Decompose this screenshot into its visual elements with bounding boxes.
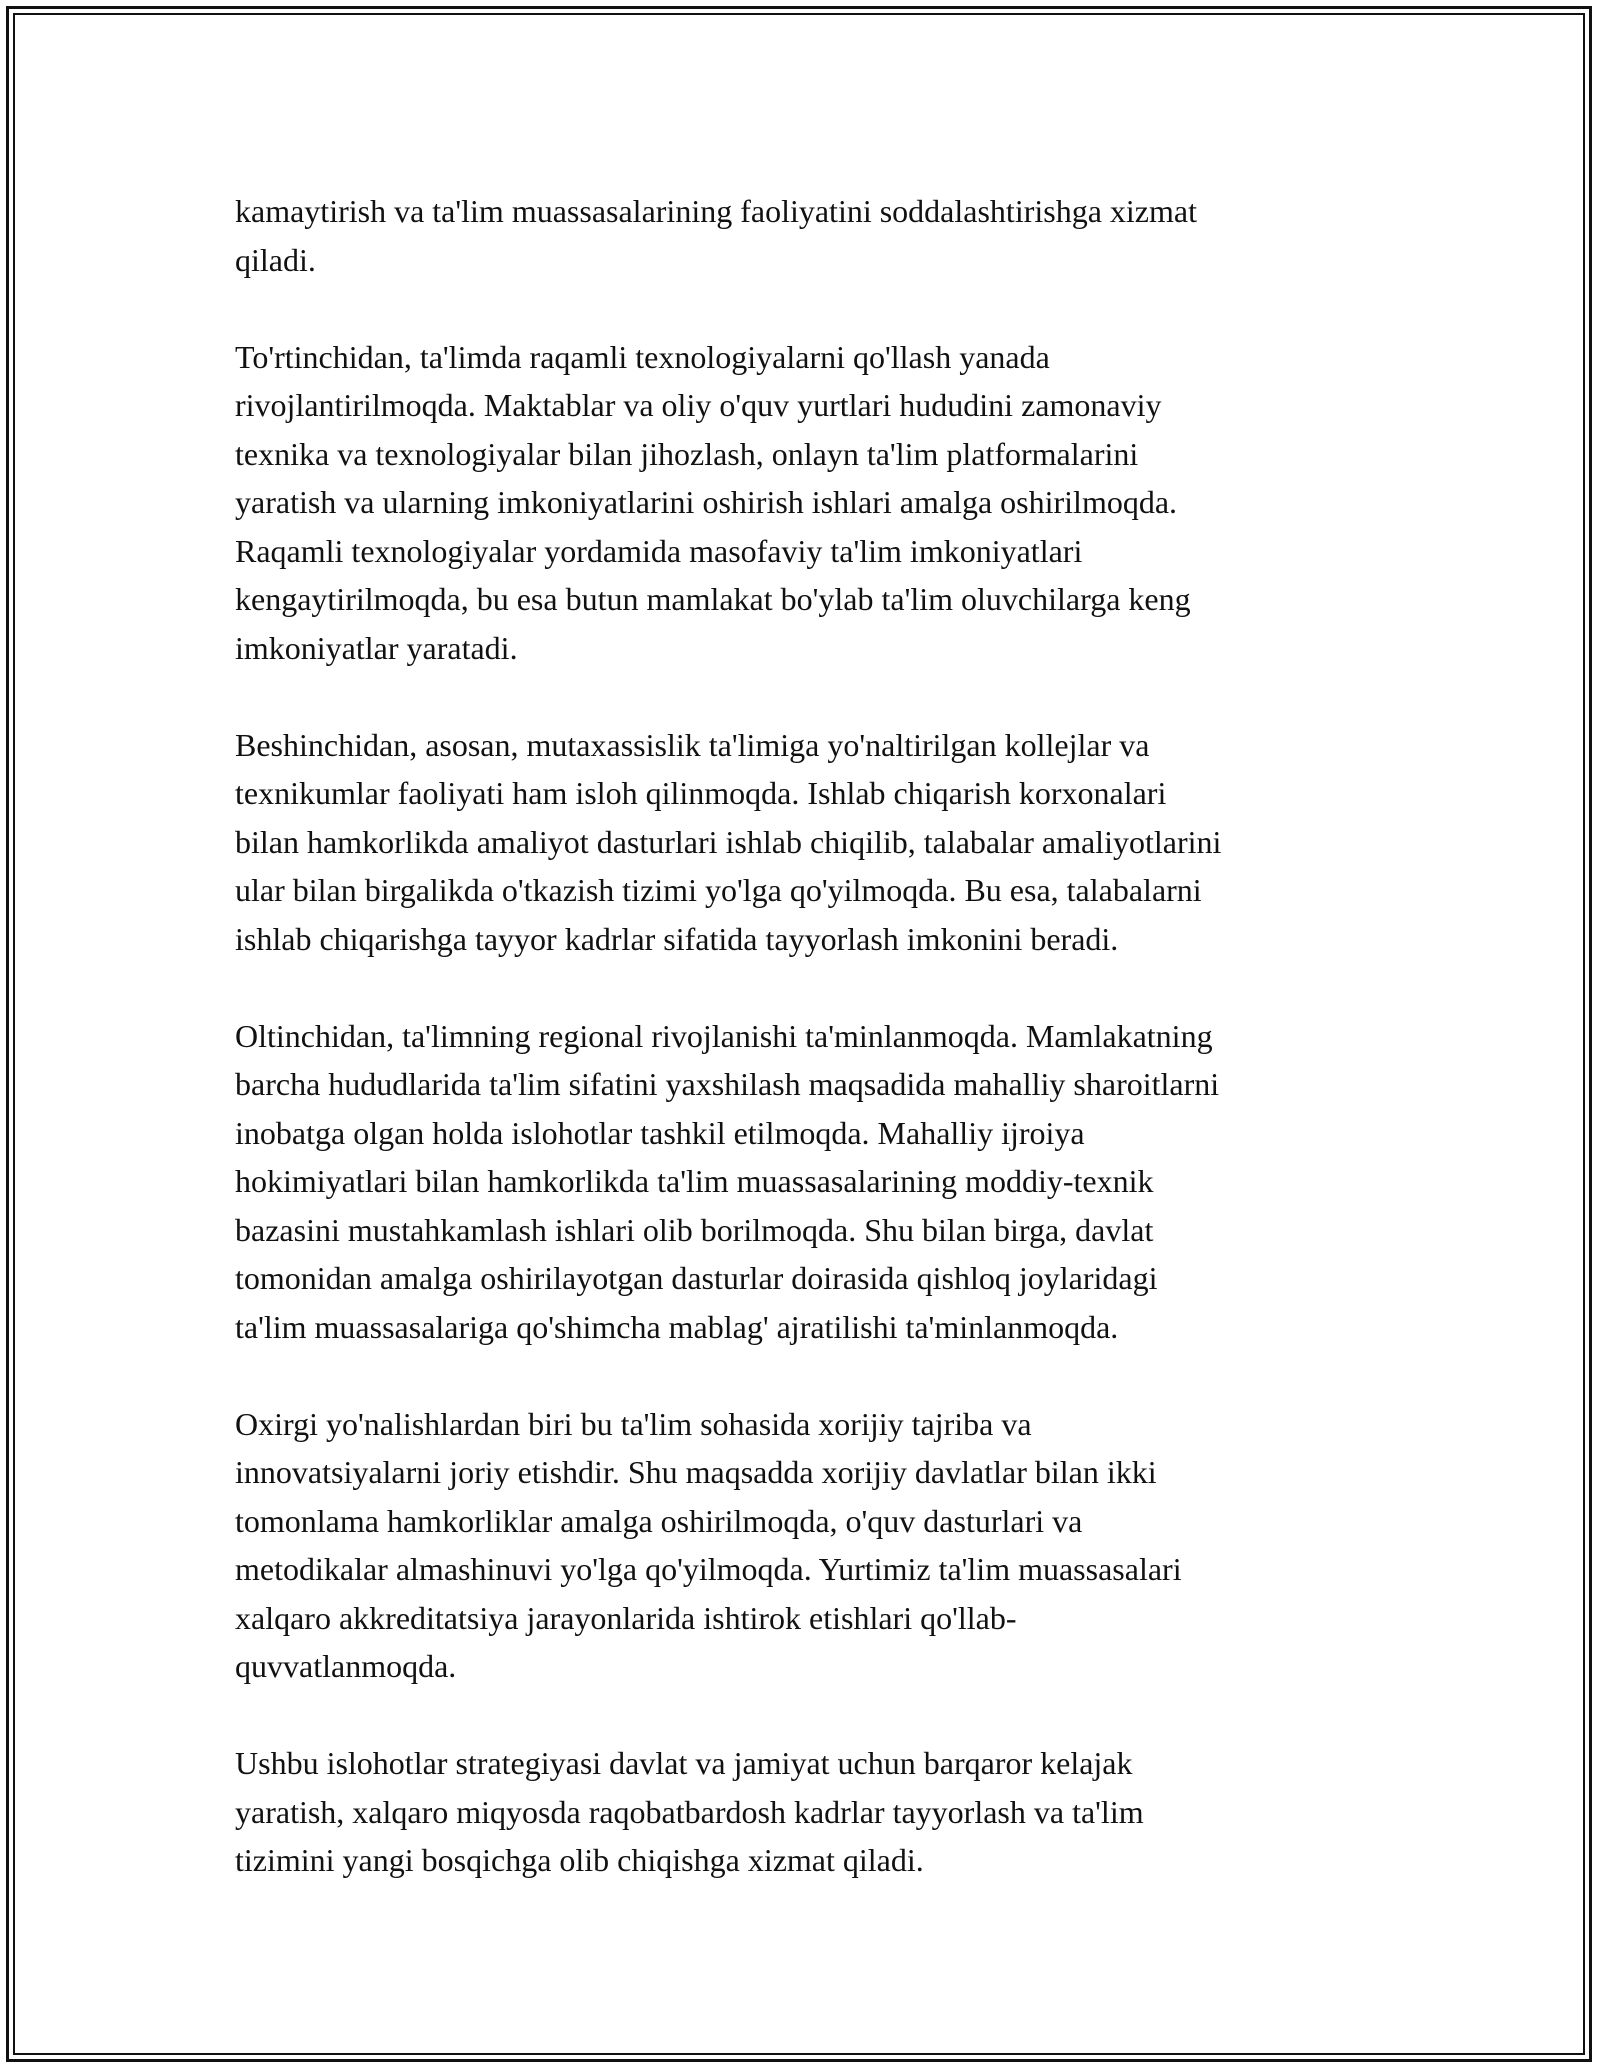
paragraph bbox=[235, 187, 1375, 284]
text-line: xalqaro akkreditatsiya jarayonlarida ishtirok etishlari qo'llab- bbox=[235, 1599, 1017, 1636]
paragraph bbox=[235, 721, 1375, 964]
document-body bbox=[235, 187, 1375, 1885]
text-line: quvvatlanmoqda. bbox=[235, 1648, 457, 1684]
paragraph bbox=[235, 1400, 1375, 1691]
text-line: imkoniyatlar yaratadi. bbox=[235, 629, 518, 666]
text-line: tomonidan amalga oshirilayotgan dasturlar doirasida qishloq joylaridagi bbox=[235, 1260, 1158, 1296]
text-line: texnika va texnologiyalar bilan jihozlash, onlayn ta'lim platformalarini bbox=[235, 435, 1139, 472]
text-line: yaratish, xalqaro miqyosda raqobatbardosh kadrlar tayyorlash va ta'lim bbox=[235, 1793, 1144, 1830]
text-line: innovatsiyalarni joriy etishdir. Shu maqsadda xorijiy davlatlar bilan ikki bbox=[235, 1454, 1157, 1490]
text-line: Ushbu islohotlar strategiyasi davlat va jamiyat uchun barqaror kelajak bbox=[235, 1745, 1133, 1781]
text-line: kamaytirish va ta'lim muassasalarining faoliyatini soddalashtirishga xizmat bbox=[235, 193, 1197, 229]
text-line: kengaytirilmoqda, bu esa butun mamlakat bo'ylab ta'lim oluvchilarga keng bbox=[235, 581, 1191, 617]
text-line: ishlab chiqarishga tayyor kadrlar sifatida tayyorlash imkonini beradi. bbox=[235, 920, 1119, 957]
text-line: Oxirgi yo'nalishlardan biri bu ta'lim sohasida xorijiy tajriba va bbox=[235, 1405, 1032, 1442]
text-line: bilan hamkorlikda amaliyot dasturlari ishlab chiqilib, talabalar amaliyotlarini bbox=[235, 823, 1222, 860]
paragraph bbox=[235, 1012, 1375, 1352]
text-line: ta'lim muassasalariga qo'shimcha mablag' ajratilishi ta'minlanmoqda. bbox=[235, 1308, 1119, 1345]
text-line: To'rtinchidan, ta'limda raqamli texnologiyalarni qo'llash yanada bbox=[235, 338, 1050, 375]
text-line: Raqamli texnologiyalar yordamida masofaviy ta'lim imkoniyatlari bbox=[235, 532, 1083, 569]
text-line: texnikumlar faoliyati ham isloh qilinmoqda. Ishlab chiqarish korxonalari bbox=[235, 775, 1167, 811]
text-line: tizimini yangi bosqichga olib chiqishga xizmat qiladi. bbox=[235, 1842, 924, 1878]
text-line: Oltinchidan, ta'limning regional rivojlanishi ta'minlanmoqda. Mamlakatning bbox=[235, 1017, 1213, 1054]
text-line: yaratish va ularning imkoniyatlarini oshirish ishlari amalga oshirilmoqda. bbox=[235, 484, 1178, 520]
text-line: bazasini mustahkamlash ishlari olib borilmoqda. Shu bilan birga, davlat bbox=[235, 1211, 1154, 1248]
text-line: barcha hududlarida ta'lim sifatini yaxshilash maqsadida mahalliy sharoitlarni bbox=[235, 1066, 1220, 1102]
text-line: Beshinchidan, asosan, mutaxassislik ta'limiga yo'naltirilgan kollejlar va bbox=[235, 726, 1150, 763]
text-line: tomonlama hamkorliklar amalga oshirilmoqda, o'quv dasturlari va bbox=[235, 1502, 1083, 1539]
text-line: inobatga olgan holda islohotlar tashkil etilmoqda. Mahalliy ijroiya bbox=[235, 1114, 1085, 1151]
paragraph bbox=[235, 1739, 1375, 1885]
text-line: metodikalar almashinuvi yo'lga qo'yilmoqda. Yurtimiz ta'lim muassasalari bbox=[235, 1551, 1182, 1587]
paragraph bbox=[235, 333, 1375, 673]
text-line: ular bilan birgalikda o'tkazish tizimi yo'lga qo'yilmoqda. Bu esa, talabalarni bbox=[235, 872, 1202, 908]
text-line: hokimiyatlari bilan hamkorlikda ta'lim muassasalarining moddiy-texnik bbox=[235, 1163, 1154, 1199]
text-line: rivojlantirilmoqda. Maktablar va oliy o'quv yurtlari hududini zamonaviy bbox=[235, 387, 1162, 423]
text-line: qiladi. bbox=[235, 241, 316, 278]
